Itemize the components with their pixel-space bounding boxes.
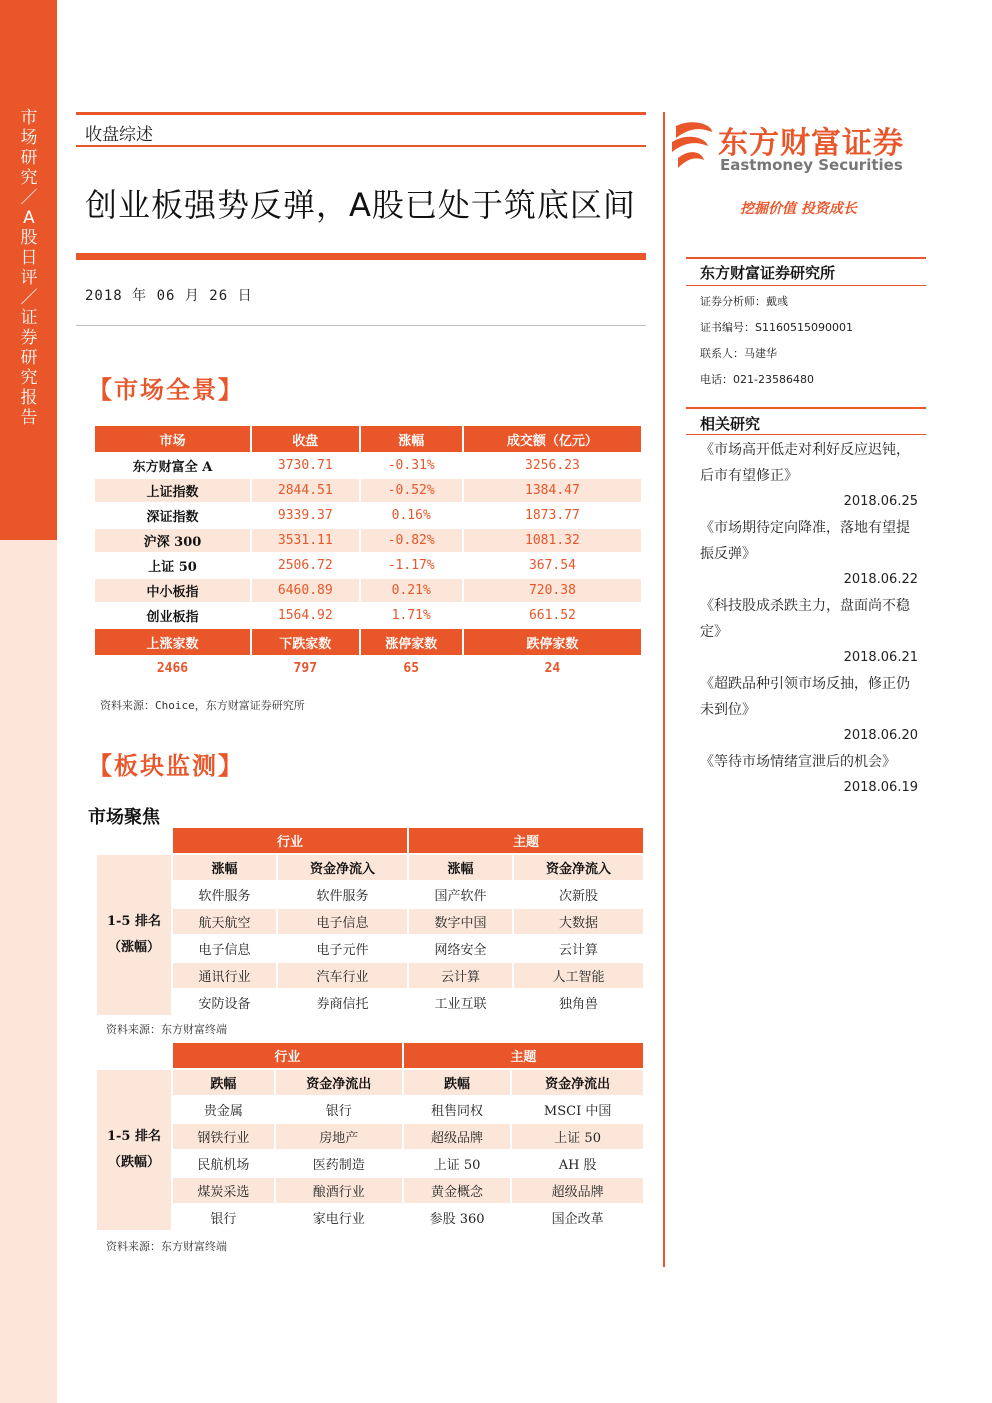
table-cell: 银行 [325, 1104, 352, 1119]
market-change: 0.16% [391, 508, 431, 523]
sub-header: 资金净流入 [514, 855, 643, 880]
related-item-title[interactable]: 《市场期待定向降准，落地有望提振反弹》 [700, 520, 910, 562]
table-cell: 煤炭采选 [173, 1178, 274, 1203]
table-cell: AH 股 [558, 1158, 597, 1173]
table-cell: 电子信息 [198, 943, 251, 958]
table-cell: 安防设备 [198, 997, 251, 1012]
market-volume: 1081.32 [464, 529, 641, 552]
group-theme: 主题 [409, 828, 643, 853]
table-cell: 工业互联 [434, 997, 487, 1012]
market-change: -0.31% [387, 458, 435, 473]
section-rule [76, 145, 646, 147]
market-close: 2844.51 [252, 479, 359, 502]
section-label: 收盘综述 [85, 125, 153, 145]
phone-number: 电话：021-23586480 [700, 373, 814, 386]
limit-up-count: 65 [403, 661, 420, 676]
table-cell: 参股 360 [429, 1212, 485, 1227]
sub-header: 资金净流出 [512, 1070, 643, 1095]
table-row [95, 604, 641, 627]
analyst-name: 证券分析师：戴彧 [700, 295, 788, 308]
table-cell: 贵金属 [203, 1104, 243, 1119]
cert-number: 证书编号：S1160515090001 [700, 321, 853, 334]
table-cell: 网络安全 [434, 943, 487, 958]
loss-table [95, 1041, 645, 1232]
market-volume: 1384.47 [464, 479, 641, 502]
brand-slogan: 挖掘价值 投资成长 [740, 201, 857, 217]
count-header-row [95, 629, 641, 655]
table-cell: 软件服务 [198, 889, 251, 904]
sub-header: 跌幅 [404, 1070, 510, 1095]
table-cell: 国产软件 [434, 889, 487, 904]
related-top-rule [686, 407, 926, 409]
related-item-date: 2018.06.19 [843, 780, 918, 795]
contact-person: 联系人：马建华 [700, 347, 777, 360]
table-row [95, 504, 641, 527]
table-row [97, 1205, 643, 1230]
market-name: 上证 50 [148, 560, 197, 575]
sidebar-band-bottom [0, 540, 57, 1403]
title-rule [76, 253, 646, 260]
market-close: 6460.89 [252, 579, 359, 602]
market-name: 东方财富全 A [132, 460, 213, 475]
sub-header-row [97, 1070, 643, 1095]
market-name: 中小板指 [95, 579, 250, 602]
group-header-row [97, 1043, 643, 1068]
related-item-title[interactable]: 《科技股成杀跌主力，盘面尚不稳定》 [700, 598, 910, 640]
table-cell: 上证 50 [433, 1158, 481, 1173]
col-volume: 成交额（亿元） [464, 426, 641, 452]
market-change: 1.71% [391, 608, 431, 623]
table-cell: 黄金概念 [404, 1178, 510, 1203]
table-cell: 人工智能 [514, 963, 643, 988]
table-cell: 房地产 [276, 1124, 402, 1149]
rank-label-line2: （跌幅） [107, 1155, 160, 1170]
table-row [97, 990, 643, 1015]
table-row [95, 529, 641, 552]
brand-name-cn: 东方财富证券 [718, 126, 904, 161]
table-cell: 上证 50 [512, 1124, 643, 1149]
institute-top-rule [686, 257, 926, 259]
table-cell: 银行 [210, 1212, 237, 1227]
market-table [93, 424, 643, 682]
table-cell: 医药制造 [312, 1158, 365, 1173]
table-row [97, 1097, 643, 1122]
table-cell: 钢铁行业 [173, 1124, 274, 1149]
sub-header: 资金净流出 [276, 1070, 402, 1095]
market-close: 2506.72 [277, 558, 333, 573]
market-heading: 【市场全景】 [88, 375, 244, 404]
rank-label [97, 1070, 171, 1230]
sidebar-vertical-label: 市场研究／A股日评／证券研究报告 [20, 108, 38, 428]
market-close: 3531.11 [252, 529, 359, 552]
column-divider [663, 112, 665, 1267]
table-cell: 电子元件 [316, 943, 369, 958]
market-close: 1564.92 [277, 608, 333, 623]
sub-header: 涨幅 [409, 855, 512, 880]
market-name: 深证指数 [146, 510, 199, 525]
table-row [97, 909, 643, 934]
market-volume: 1873.77 [525, 508, 580, 523]
market-change: -1.17% [387, 558, 435, 573]
table-cell: 数字中国 [409, 909, 512, 934]
related-item-title[interactable]: 《超跌品种引领市场反抽，修正仍未到位》 [700, 676, 910, 718]
institute-rule [686, 285, 926, 286]
table-row [95, 479, 641, 502]
table-cell: MSCI 中国 [543, 1104, 612, 1119]
col-limit-up: 涨停家数 [361, 629, 462, 655]
col-decliners: 下跌家数 [252, 629, 359, 655]
market-close: 9339.37 [277, 508, 333, 523]
rank-label-line1: 1-5 排名 [106, 914, 161, 929]
market-volume: 720.38 [464, 579, 641, 602]
table-row [95, 554, 641, 577]
rank-label [97, 855, 171, 1015]
rank-label-line2: （涨幅） [107, 940, 160, 955]
limit-down-count: 24 [544, 661, 561, 676]
related-item-title[interactable]: 《市场高开低走对利好反应迟钝，后市有望修正》 [700, 442, 910, 484]
market-name: 创业板指 [146, 610, 199, 625]
sub-header: 跌幅 [173, 1070, 274, 1095]
table-cell: 超级品牌 [404, 1124, 510, 1149]
gain-table [95, 826, 645, 1017]
market-change: -0.82% [361, 529, 462, 552]
sub-header: 涨幅 [173, 855, 276, 880]
related-item-title[interactable]: 《等待市场情绪宣泄后的机会》 [700, 754, 896, 770]
sidebar-band [0, 0, 57, 1403]
table-row [97, 1178, 643, 1203]
table-cell: 次新股 [559, 889, 599, 904]
market-volume: 661.52 [528, 608, 576, 623]
market-source: 资料来源：Choice，东方财富证券研究所 [100, 699, 305, 712]
table-row [97, 1124, 643, 1149]
table-row [97, 1151, 643, 1176]
report-date: 2018 年 06 月 26 日 [85, 288, 253, 304]
table-cell: 租售同权 [431, 1104, 484, 1119]
market-close: 3730.71 [277, 458, 333, 473]
page-title: 创业板强势反弹，A股已处于筑底区间 [85, 186, 636, 224]
table-row [97, 882, 643, 907]
market-name: 上证指数 [95, 479, 250, 502]
table-cell: 超级品牌 [512, 1178, 643, 1203]
table-row [95, 454, 641, 477]
market-change: -0.52% [361, 479, 462, 502]
table-row [97, 963, 643, 988]
market-name: 沪深 300 [95, 529, 250, 552]
brand-logo-icon [668, 118, 716, 170]
market-volume: 367.54 [528, 558, 576, 573]
col-limit-down: 跌停家数 [464, 629, 641, 655]
advancers-count: 2466 [156, 661, 189, 676]
table-cell: 云计算 [409, 963, 512, 988]
market-header-row [95, 426, 641, 452]
related-item-date: 2018.06.25 [843, 494, 918, 509]
table-cell: 电子信息 [278, 909, 407, 934]
sub-header: 资金净流入 [278, 855, 407, 880]
loss-source: 资料来源：东方财富终端 [106, 1240, 227, 1253]
table-cell: 航天航空 [173, 909, 276, 934]
table-cell: 大数据 [514, 909, 643, 934]
related-item-date: 2018.06.20 [843, 728, 918, 743]
group-header-row [97, 828, 643, 853]
gain-source: 资料来源：东方财富终端 [106, 1023, 227, 1036]
header-top-rule [76, 112, 646, 115]
related-rule [686, 434, 926, 435]
table-cell: 云计算 [559, 943, 599, 958]
focus-title: 市场聚焦 [88, 807, 160, 828]
rank-label-line1: 1-5 排名 [106, 1129, 161, 1144]
table-cell: 通讯行业 [173, 963, 276, 988]
table-cell: 家电行业 [312, 1212, 365, 1227]
related-title: 相关研究 [700, 415, 761, 433]
col-close: 收盘 [252, 426, 359, 452]
date-rule [76, 325, 646, 326]
col-advancers: 上涨家数 [95, 629, 250, 655]
market-change: 0.21% [361, 579, 462, 602]
table-cell: 独角兽 [559, 997, 599, 1012]
col-market: 市场 [95, 426, 250, 452]
sector-heading: 【板块监测】 [88, 751, 244, 780]
count-row [95, 657, 641, 680]
group-industry: 行业 [173, 1043, 402, 1068]
brand-name-en: Eastmoney Securities [720, 156, 903, 174]
sub-header-row [97, 855, 643, 880]
table-cell: 酿酒行业 [276, 1178, 402, 1203]
related-item-date: 2018.06.22 [843, 572, 918, 587]
col-change: 涨幅 [361, 426, 462, 452]
table-cell: 软件服务 [316, 889, 369, 904]
related-item-date: 2018.06.21 [843, 650, 918, 665]
group-theme: 主题 [404, 1043, 643, 1068]
group-industry: 行业 [173, 828, 407, 853]
table-cell: 国企改革 [551, 1212, 604, 1227]
decliners-count: 797 [293, 661, 318, 676]
table-cell: 券商信托 [316, 997, 369, 1012]
market-volume: 3256.23 [525, 458, 580, 473]
table-row [97, 936, 643, 961]
table-row [95, 579, 641, 602]
table-cell: 民航机场 [197, 1158, 250, 1173]
institute-title: 东方财富证券研究所 [700, 264, 836, 282]
table-cell: 汽车行业 [278, 963, 407, 988]
